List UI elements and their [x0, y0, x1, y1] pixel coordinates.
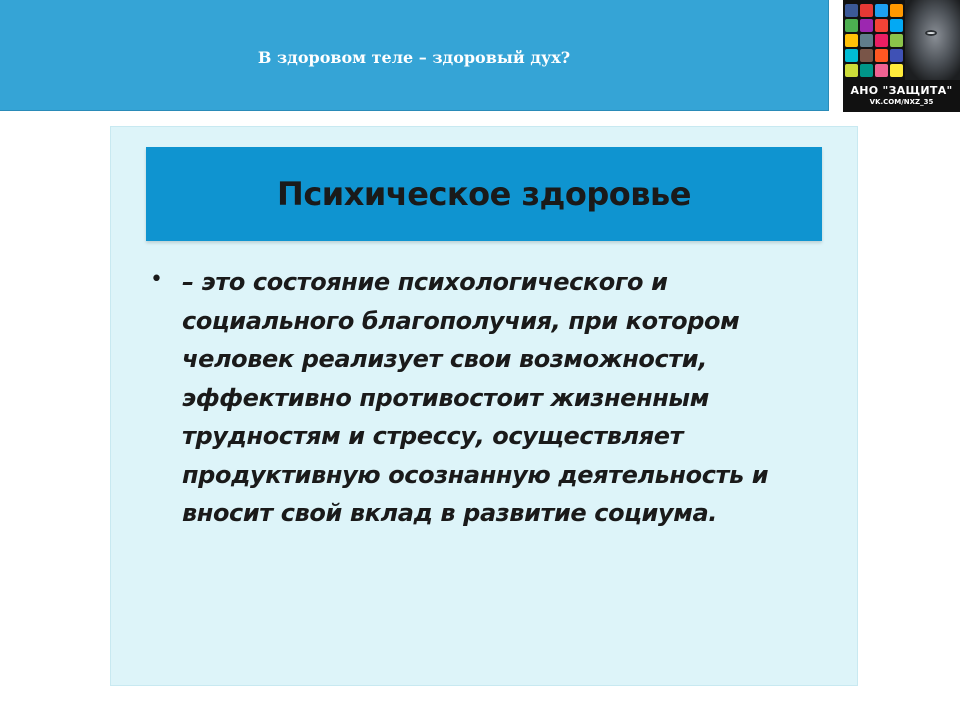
social-tile-icon: [845, 19, 858, 32]
social-tile-icon: [845, 64, 858, 77]
social-tile-icon: [875, 19, 888, 32]
organization-logo: [843, 0, 960, 112]
social-tile-icon: [860, 49, 873, 62]
bullet-icon: •: [150, 267, 163, 292]
slide-heading: Психическое здоровье: [277, 175, 691, 213]
social-tile-icon: [890, 19, 903, 32]
social-tile-icon: [875, 64, 888, 77]
social-tile-icon: [845, 49, 858, 62]
social-tile-icon: [890, 64, 903, 77]
eye-icon: [925, 30, 937, 36]
social-tile-icon: [860, 19, 873, 32]
definition-text: – это состояние психологического и социального благополучия, при котором человек реализует свои возможности, эффективно противостоит жизненным трудностям и стрессу, осуществляет продуктивную осознанную деятельность и вносит свой вклад в развитие социума.: [182, 268, 769, 527]
social-tile-icon: [860, 4, 873, 17]
logo-name: АНО "ЗАЩИТА": [850, 84, 953, 97]
social-tile-icon: [890, 49, 903, 62]
social-tile-icon: [875, 34, 888, 47]
social-tile-icon: [845, 34, 858, 47]
header-banner: [0, 0, 829, 111]
header-title: В здоровом теле – здоровый дух?: [257, 48, 571, 67]
social-tile-icon: [860, 34, 873, 47]
social-tile-icon: [890, 4, 903, 17]
social-tile-icon: [860, 64, 873, 77]
social-tile-icon: [890, 34, 903, 47]
social-tile-icon: [875, 4, 888, 17]
heading-box: [146, 147, 822, 241]
social-tile-icon: [845, 4, 858, 17]
social-tile-icon: [875, 49, 888, 62]
child-face-image: [905, 0, 960, 80]
social-icons-collage: [845, 4, 905, 80]
logo-url: VK.COM/NXZ_35: [869, 98, 934, 106]
